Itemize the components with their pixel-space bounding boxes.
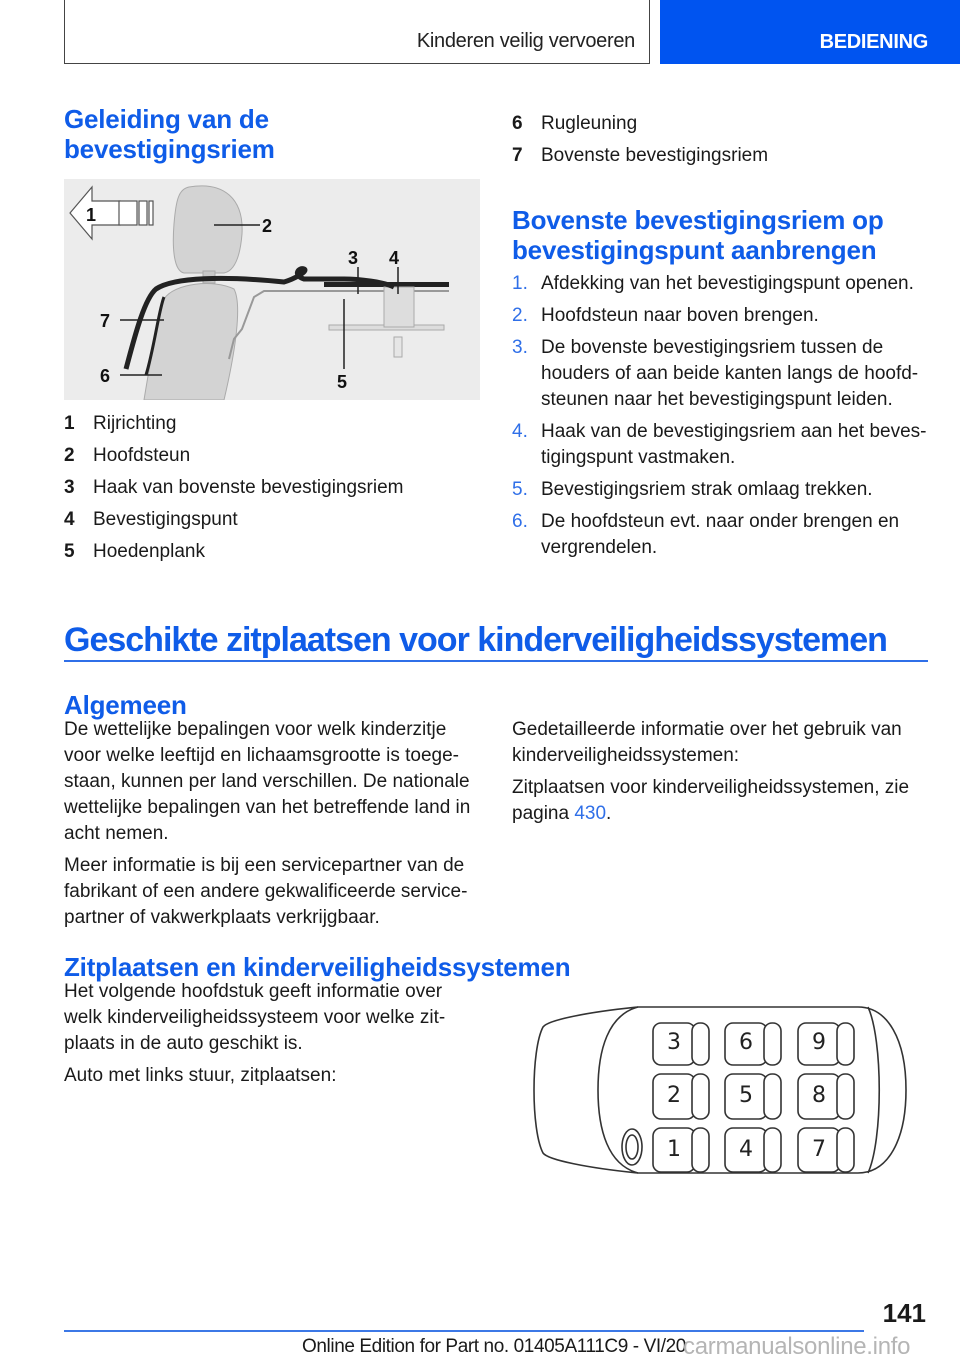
procedure-steps — [512, 271, 932, 567]
svg-text:4: 4 — [389, 248, 400, 268]
legend-item: 6 Rugleuning — [512, 113, 638, 134]
step-item: 6. De hoofdsteun evt. naar onder brengen en vergrendelen. — [512, 511, 900, 558]
seat-label: 1 — [667, 1137, 681, 1162]
section-divider — [64, 660, 928, 662]
edition-info: Online Edition for Part no. 01405A111C9 - VI/20 — [302, 1336, 686, 1357]
tether-routing-figure — [64, 179, 480, 400]
seat-label: 4 — [739, 1137, 753, 1162]
step-item: 1. Afdekking van het bevestigingspunt openen. — [512, 273, 914, 294]
seats-text — [64, 979, 464, 1095]
step-item: 2. Hoofdsteun naar boven brengen. — [512, 305, 819, 326]
svg-text:2: 2 — [262, 216, 273, 236]
general-text-right — [512, 717, 932, 833]
paragraph: Auto met links stuur, zitplaatsen: — [64, 1065, 337, 1086]
svg-text:7: 7 — [100, 311, 111, 331]
watermark: carmanualsonline.info — [683, 1333, 911, 1360]
figure-legend-left — [64, 408, 404, 568]
seat-label: 2 — [667, 1083, 681, 1108]
svg-text:6: 6 — [100, 366, 111, 386]
seat-position-diagram — [528, 1000, 908, 1180]
figure-legend-right — [512, 108, 768, 172]
paragraph: Gedetailleerde informatie over het gebruik van kinderveiligheidssystemen: — [512, 719, 902, 766]
heading-strap-routing: Geleiding van de bevestigingsriem — [64, 104, 275, 164]
legend-item: 2 Hoofdsteun — [64, 445, 191, 466]
legend-item: 3 Haak van bovenste bevestigingsriem — [64, 477, 404, 498]
paragraph-with-link: Zitplaatsen voor kinderveiligheidssystemen, zie pagina 430. — [512, 777, 910, 824]
section-title-main: Geschikte zitplaatsen voor kinderveiligheidssystemen — [64, 621, 887, 659]
chapter-tab[interactable] — [660, 0, 960, 64]
svg-text:1: 1 — [86, 205, 97, 225]
legend-item: 7 Bovenste bevestigingsriem — [512, 145, 769, 166]
paragraph: Het volgende hoofdstuk geeft informatie over welk kinderveiligheidssysteem voor welke zit-plaats in de auto geschikt is. — [64, 981, 446, 1054]
seat-label: 7 — [812, 1137, 826, 1162]
svg-text:3: 3 — [348, 248, 359, 268]
legend-item: 4 Bevestigingspunt — [64, 509, 238, 530]
seat-label: 9 — [812, 1030, 826, 1055]
seat-label: 3 — [667, 1030, 681, 1055]
heading-seats: Zitplaatsen en kinderveiligheidssystemen — [64, 952, 571, 982]
section-title: Kinderen veilig vervoeren — [416, 30, 635, 52]
general-text-left — [64, 717, 484, 937]
legend-item: 1 Rijrichting — [64, 413, 177, 434]
heading-attach-strap: Bovenste bevestigingsriem op bevestigingspunt aanbrengen — [512, 205, 884, 265]
seat-label: 6 — [739, 1030, 753, 1055]
paragraph: De wettelijke bepalingen voor welk kinderzitje voor welke leeftijd en lichaamsgrootte is toege-staan, kunnen per land verschillen. De nationale wettelijke bepalingen van het betreffende land in acht nemen. — [64, 719, 471, 844]
chapter-tab-label: BEDIENING — [819, 31, 928, 53]
seat-label: 5 — [739, 1083, 753, 1108]
step-item: 4. Haak van de bevestigingsriem aan het beves-tigingspunt vastmaken. — [512, 421, 927, 468]
heading-general: Algemeen — [64, 690, 187, 720]
step-item: 5. Bevestigingsriem strak omlaag trekken. — [512, 479, 873, 500]
section-header — [64, 0, 650, 64]
legend-item: 5 Hoedenplank — [64, 541, 205, 562]
steering-wheel-icon — [622, 1129, 642, 1165]
svg-text:5: 5 — [337, 372, 348, 392]
paragraph: Meer informatie is bij een servicepartner van de fabrikant of een andere gekwalificeerde service-partner of vakwerkplaats verkrijgbaar. — [64, 855, 468, 928]
footer-divider — [64, 1330, 864, 1332]
seat-label: 8 — [812, 1083, 826, 1108]
page-link[interactable]: 430 — [574, 803, 607, 824]
step-item: 3. De bovenste bevestigingsriem tussen de houders of aan beide kanten langs de hoofd-steunen naar het bevestigingspunt leiden. — [512, 337, 919, 410]
page-number: 141 — [882, 1298, 926, 1328]
